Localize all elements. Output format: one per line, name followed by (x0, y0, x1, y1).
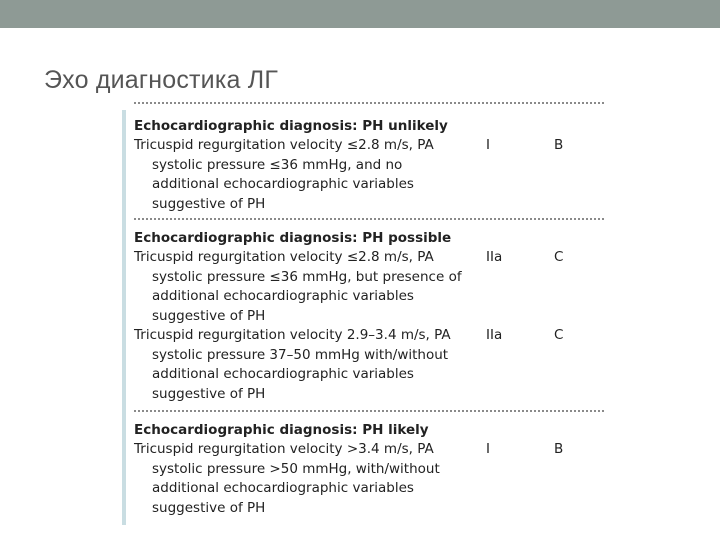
table-left-bar (122, 110, 126, 525)
row-line: systolic pressure ≤36 mmHg, but presence of (152, 268, 462, 285)
section-ph-possible (134, 228, 604, 404)
table-row (134, 326, 604, 404)
class-of-recommendation: IIa (486, 327, 503, 343)
dotted-divider (134, 218, 604, 220)
dotted-divider (134, 102, 604, 104)
recommendations-table (122, 100, 604, 525)
class-of-recommendation: I (486, 137, 490, 153)
row-description (134, 440, 479, 518)
table-row (134, 248, 604, 326)
section-heading: Echocardiographic diagnosis: PH possible (134, 230, 452, 246)
row-line: additional echocardiographic variables (152, 480, 414, 496)
row-line: suggestive of PH (152, 385, 266, 402)
section-ph-unlikely (134, 116, 604, 214)
table-row (134, 440, 604, 518)
row-line: suggestive of PH (152, 195, 266, 212)
level-of-evidence: B (554, 441, 564, 457)
section-heading: Echocardiographic diagnosis: PH likely (134, 422, 429, 438)
row-line: suggestive of PH (152, 307, 266, 324)
row-line: additional echocardiographic variables (152, 288, 414, 304)
table-row (134, 136, 604, 214)
class-of-recommendation: IIa (486, 249, 503, 265)
top-band (0, 0, 720, 28)
dotted-divider (134, 410, 604, 412)
row-line: Tricuspid regurgitation velocity ≤2.8 m/s, PA (134, 249, 434, 265)
row-line: additional echocardiographic variables (152, 366, 414, 382)
row-line: suggestive of PH (152, 499, 266, 516)
row-line: additional echocardiographic variables (152, 176, 414, 192)
row-description (134, 248, 479, 326)
class-of-recommendation: I (486, 441, 490, 457)
level-of-evidence: B (554, 137, 564, 153)
row-line: Tricuspid regurgitation velocity >3.4 m/s, PA (134, 441, 434, 457)
level-of-evidence: C (554, 327, 564, 343)
row-line: Tricuspid regurgitation velocity 2.9–3.4 m/s, PA (134, 327, 451, 343)
row-description (134, 326, 479, 404)
section-heading: Echocardiographic diagnosis: PH unlikely (134, 118, 448, 134)
row-line: Tricuspid regurgitation velocity ≤2.8 m/s, PA (134, 137, 434, 153)
row-line: systolic pressure >50 mmHg, with/without (152, 460, 440, 477)
level-of-evidence: C (554, 249, 564, 265)
row-description (134, 136, 479, 214)
section-ph-likely (134, 420, 604, 518)
row-line: systolic pressure ≤36 mmHg, and no (152, 156, 403, 173)
row-line: systolic pressure 37–50 mmHg with/without (152, 346, 449, 363)
slide-title: Эхо диагностика ЛГ (44, 66, 279, 94)
